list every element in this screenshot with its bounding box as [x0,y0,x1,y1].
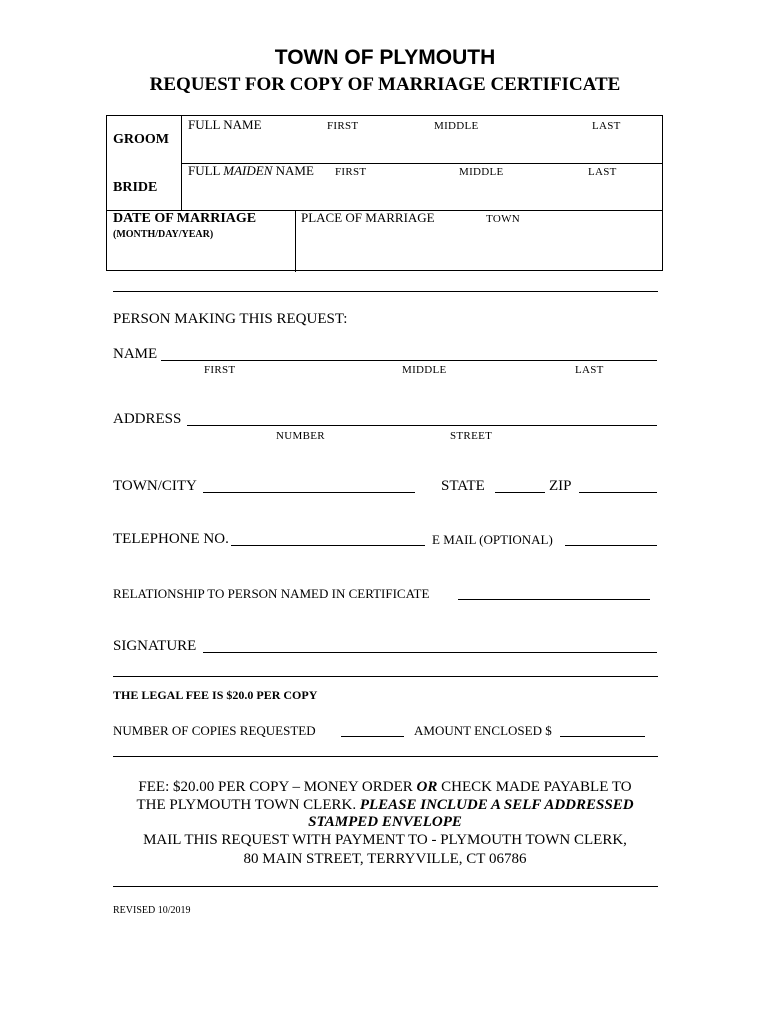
relationship-input-line[interactable] [458,584,650,600]
section-divider-1 [113,291,658,292]
legal-fee-text: THE LEGAL FEE IS $20.0 PER COPY [113,688,318,702]
groom-full-name-label: FULL NAME [188,117,262,132]
page-title: TOWN OF PLYMOUTH [274,46,496,69]
date-format-label: (MONTH/DAY/YEAR) [113,229,214,240]
section-divider-3 [113,756,658,757]
town-city-input-line[interactable] [203,477,415,493]
bride-first-label: FIRST [335,166,367,178]
bride-middle-label: MIDDLE [459,166,504,178]
groom-name-field[interactable] [188,119,658,161]
telephone-input-line[interactable] [231,530,425,546]
address-street-label: STREET [450,430,493,442]
page-subtitle: REQUEST FOR COPY OF MARRIAGE CERTIFICATE [149,74,621,95]
bride-full-maiden-name-label: FULL MAIDEN NAME [188,163,314,178]
fee-instructions-line-2: THE PLYMOUTH TOWN CLERK. PLEASE INCLUDE A SELF ADDRESSED [136,797,634,813]
revised-date: REVISED 10/2019 [113,905,191,916]
place-town-label: TOWN [486,213,520,225]
address-number-label: NUMBER [276,430,325,442]
fee-instructions-line-1: FEE: $20.00 PER COPY – MONEY ORDER OR CHECK MADE PAYABLE TO [138,779,632,795]
bride-label: BRIDE [113,180,158,195]
mail-instructions-line-1: MAIL THIS REQUEST WITH PAYMENT TO - PLYMOUTH TOWN CLERK, [143,832,627,848]
bride-name-field[interactable] [188,178,658,208]
town-city-label: TOWN/CITY [113,478,197,494]
bride-last-label: LAST [588,166,617,178]
telephone-label: TELEPHONE NO. [113,531,229,547]
signature-label: SIGNATURE [113,638,197,654]
address-label: ADDRESS [113,411,182,427]
email-input-line[interactable] [565,530,657,546]
section-divider-2 [113,676,658,677]
place-of-marriage-field[interactable] [298,230,658,268]
state-input-line[interactable] [495,477,545,493]
zip-input-line[interactable] [579,477,657,493]
state-label: STATE [441,478,485,494]
amount-enclosed-label: AMOUNT ENCLOSED $ [414,723,552,738]
name-first-label: FIRST [204,364,236,376]
groom-middle-label: MIDDLE [434,120,479,132]
name-input-line[interactable] [161,345,657,361]
section-divider-4 [113,886,658,887]
requester-heading: PERSON MAKING THIS REQUEST: [113,311,348,327]
date-place-divider [295,210,296,272]
name-middle-label: MIDDLE [402,364,447,376]
copies-requested-input-line[interactable] [341,721,404,737]
amount-enclosed-input-line[interactable] [560,721,645,737]
zip-label: ZIP [549,478,572,494]
place-of-marriage-label: PLACE OF MARRIAGE [301,210,435,225]
mail-instructions-line-2: 80 MAIN STREET, TERRYVILLE, CT 06786 [243,851,527,867]
fee-instructions-line-3: STAMPED ENVELOPE [308,814,462,830]
signature-input-line[interactable] [203,637,657,653]
groom-last-label: LAST [592,120,621,132]
relationship-label: RELATIONSHIP TO PERSON NAMED IN CERTIFICATE [113,586,430,601]
name-label: NAME [113,346,158,362]
date-of-marriage-field[interactable] [110,244,290,268]
address-input-line[interactable] [187,410,657,426]
groom-first-label: FIRST [327,120,359,132]
copies-requested-label: NUMBER OF COPIES REQUESTED [113,723,316,738]
date-of-marriage-label: DATE OF MARRIAGE [113,211,257,226]
name-last-label: LAST [575,364,604,376]
email-label: E MAIL (OPTIONAL) [432,532,553,547]
groom-label: GROOM [113,132,169,147]
